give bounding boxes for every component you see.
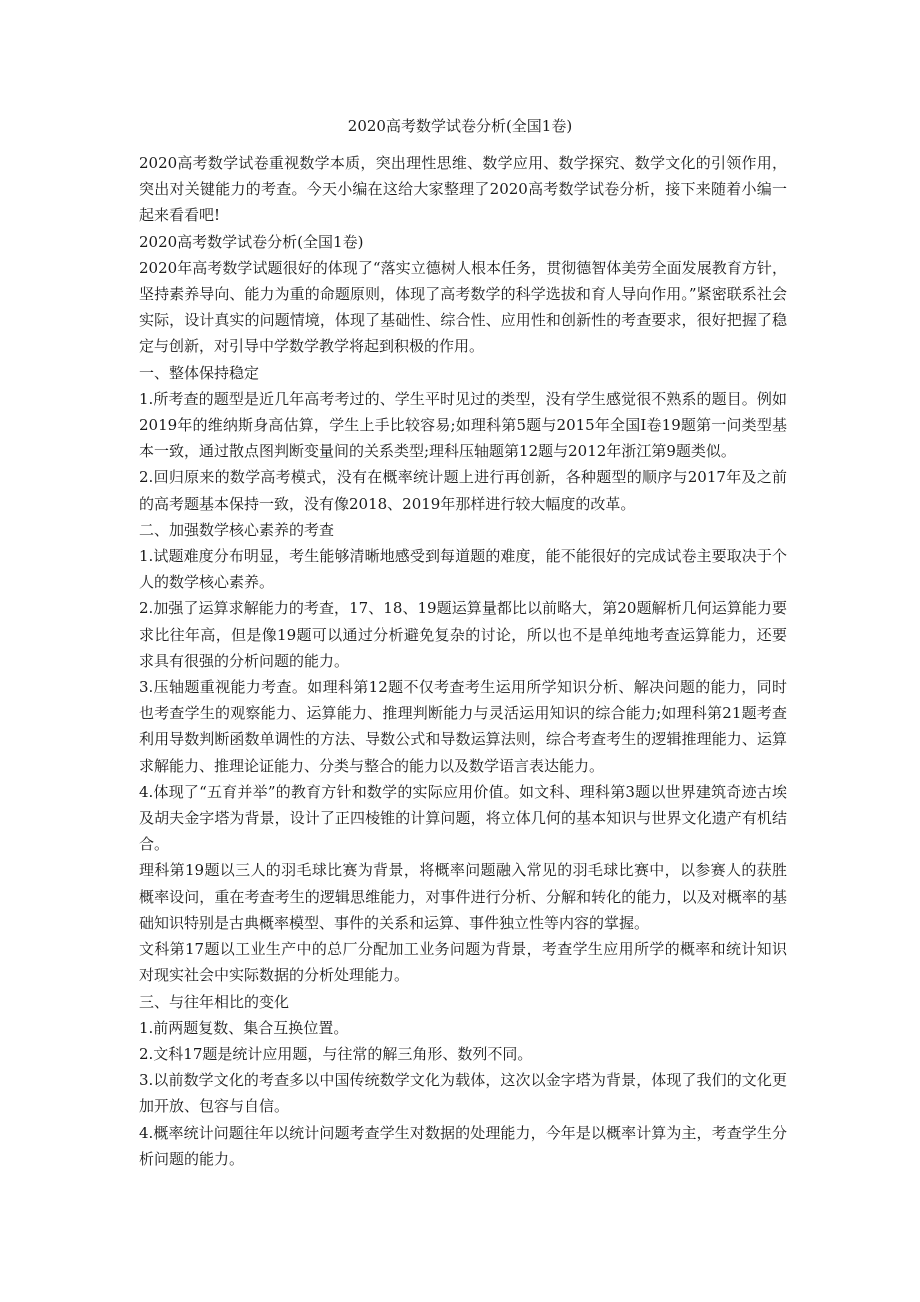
section-2-item-3: 3.压轴题重视能力考查。如理科第12题不仅考查考生运用所学知识分析、解决问题的能力，同时也考查学生的观察能力、运算能力、推理判断能力与灵活运用知识的综合能力;如理科第21题考查利用导数判断函数单调性的方法、导数公式和导数运算法则，综合考查考生的逻辑推理能力、运算求解能力、推理论证能力、分类与整合的能力以及数学语言表达能力。	[139, 678, 787, 775]
document-body	[139, 150, 787, 1172]
subtitle-line: 2020高考数学试卷分析(全国1卷)	[139, 232, 364, 251]
section-1-item-1: 1.所考查的题型是近几年高考考过的、学生平时见过的类型，没有学生感觉很不熟系的题目。例如2019年的维纳斯身高估算，学生上手比较容易;如理科第5题与2015年全国I卷19题第一问类型基本一致，通过散点图判断变量间的关系类型;理科压轴题第12题与2012年浙江第9题类似。	[139, 389, 787, 461]
section-heading-3: 三、与往年相比的变化	[139, 992, 290, 1011]
intro-paragraph: 2020高考数学试卷重视数学本质，突出理性思维、数学应用、数学探究、数学文化的引领作用，突出对关键能力的考查。今天小编在这给大家整理了2020高考数学试卷分析，接下来随着小编一起来看看吧!	[139, 154, 787, 225]
section-2-item-4-arts: 文科第17题以工业生产中的总厂分配加工业务问题为背景，考查学生应用所学的概率和统计知识对现实社会中实际数据的分析处理能力。	[139, 940, 787, 985]
section-3-item-4: 4.概率统计问题往年以统计问题考查学生对数据的处理能力，今年是以概率计算为主，考查学生分析问题的能力。	[139, 1123, 787, 1168]
section-2-item-1: 1.试题难度分布明显，考生能够清晰地感受到每道题的难度，能不能很好的完成试卷主要取决于个人的数学核心素养。	[139, 547, 787, 592]
overview-paragraph: 2020年高考数学试题很好的体现了“落实立德树人根本任务，贯彻德智体美劳全面发展教育方针，坚持素养导向、能力为重的命题原则，体现了高考数学的科学选拔和育人导向作用。”紧密联系社会实际，设计真实的问题情境，体现了基础性、综合性、应用性和创新性的考查要求，很好把握了稳定与创新，对引导中学数学教学将起到积极的作用。	[139, 258, 787, 356]
section-heading-2: 二、加强数学核心素养的考查	[139, 520, 335, 539]
section-1-item-2: 2.回归原来的数学高考模式，没有在概率统计题上进行再创新，各种题型的顺序与2017年及之前的高考题基本保持一致，没有像2018、2019年那样进行较大幅度的改革。	[139, 468, 787, 513]
section-2-item-4-science: 理科第19题以三人的羽毛球比赛为背景，将概率问题融入常见的羽毛球比赛中，以参赛人的获胜概率设问，重在考查考生的逻辑思维能力，对事件进行分析、分解和转化的能力，以及对概率的基础知识特别是古典概率模型、事件的关系和运算、事件独立性等内容的掌握。	[139, 861, 787, 932]
section-3-item-1: 1.前两题复数、集合互换位置。	[139, 1018, 349, 1037]
section-3-item-3: 3.以前数学文化的考查多以中国传统数学文化为载体，这次以金字塔为背景，体现了我们的文化更加开放、包容与自信。	[139, 1071, 787, 1116]
document-title: 2020高考数学试卷分析(全国1卷)	[347, 117, 573, 135]
section-2-item-4: 4.体现了“五育并举”的教育方针和数学的实际应用价值。如文科、理科第3题以世界建筑奇迹古埃及胡夫金字塔为背景，设计了正四棱锥的计算问题，将立体几何的基本知识与世界文化遗产有机结合。	[139, 782, 787, 854]
section-3-item-2: 2.文科17题是统计应用题，与往常的解三角形、数列不同。	[139, 1044, 533, 1063]
section-heading-1: 一、整体保持稳定	[139, 363, 260, 382]
section-2-item-2: 2.加强了运算求解能力的考查，17、18、19题运算量都比以前略大，第20题解析几何运算能力要求比往年高，但是像19题可以通过分析避免复杂的讨论，所以也不是单纯地考查运算能力，还要求具有很强的分析问题的能力。	[139, 599, 787, 670]
